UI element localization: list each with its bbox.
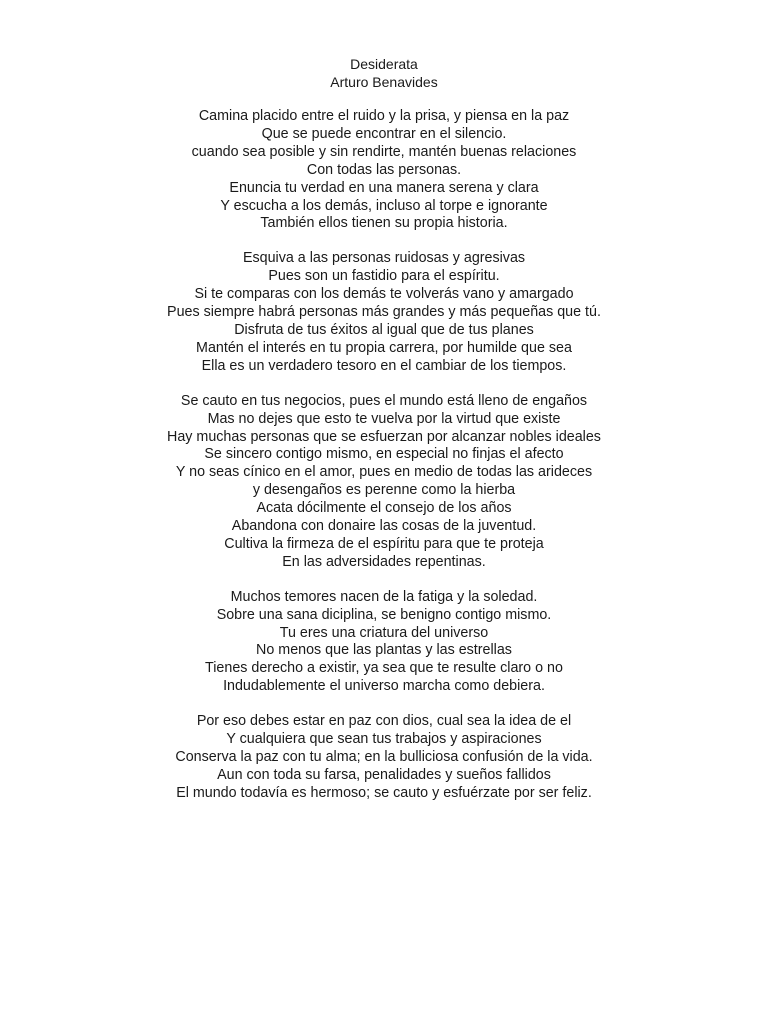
poem-line: En las adversidades repentinas. — [282, 553, 486, 570]
poem-line: Muchos temores nacen de la fatiga y la soledad. — [230, 588, 538, 605]
poem-line: Pues siempre habrá personas más grandes y más pequeñas que tú. — [167, 304, 601, 321]
stanza-2 — [0, 250, 768, 375]
poem-line: y desengaños es perenne como la hierba — [252, 482, 516, 499]
poem-line: Disfruta de tus éxitos al igual que de tus planes — [234, 321, 534, 338]
stanza-3 — [0, 393, 768, 572]
poem-line: Indudablemente el universo marcha como debiera. — [223, 678, 545, 695]
poem-line: Abandona con donaire las cosas de la juventud. — [231, 518, 537, 535]
poem-line: Aun con toda su farsa, penalidades y sueños fallidos — [217, 766, 551, 783]
poem-line: No menos que las plantas y las estrellas — [256, 642, 512, 659]
poem-line: Cultiva la firmeza de el espíritu para que te proteja — [224, 535, 544, 552]
poem-line: Acata dócilmente el consejo de los años — [256, 500, 512, 517]
poem-line: El mundo todavía es hermoso; se cauto y esfuérzate por ser feliz. — [176, 784, 592, 801]
poem-line: Camina placido entre el ruido y la prisa, y piensa en la paz — [198, 108, 570, 124]
poem-line: Mantén el interés en tu propia carrera, por humilde que sea — [196, 339, 572, 356]
poem-author: Arturo Benavides — [330, 74, 438, 90]
poem-line: Hay muchas personas que se esfuerzan por alcanzar nobles ideales — [167, 428, 601, 445]
poem-line: Que se puede encontrar en el silencio. — [261, 125, 507, 142]
poem-line: Se sincero contigo mismo, en especial no finjas el afecto — [204, 446, 564, 463]
poem-line: Y no seas cínico en el amor, pues en medio de todas las arideces — [175, 464, 593, 481]
poem-line: Tu eres una criatura del universo — [279, 624, 489, 641]
poem-line: Ella es un verdadero tesoro en el cambiar de los tiempos. — [201, 357, 567, 374]
poem-line: cuando sea posible y sin rendirte, mantén buenas relaciones — [191, 143, 577, 160]
poem-line: Y cualquiera que sean tus trabajos y aspiraciones — [226, 731, 542, 748]
poem-line: Conserva la paz con tu alma; en la bulliciosa confusión de la vida. — [175, 749, 593, 765]
poem-line: Y escucha a los demás, incluso al torpe e ignorante — [220, 197, 548, 214]
stanza-5 — [0, 713, 768, 803]
poem-line: Tienes derecho a existir, ya sea que te resulte claro o no — [205, 660, 563, 677]
poem-title: Desiderata — [350, 56, 418, 72]
poem-line: Mas no dejes que esto te vuelva por la virtud que existe — [207, 410, 561, 427]
poem-line: Sobre una sana diciplina, se benigno contigo mismo. — [216, 606, 552, 623]
poem-line: Esquiva a las personas ruidosas y agresivas — [242, 250, 526, 267]
poem-line: Se cauto en tus negocios, pues el mundo está lleno de engaños — [180, 392, 588, 409]
document-page — [0, 55, 768, 820]
poem-line: Pues son un fastidio para el espíritu. — [268, 268, 500, 285]
stanza-4 — [0, 589, 768, 696]
poem-line: Enuncia tu verdad en una manera serena y clara — [229, 179, 539, 196]
stanza-1 — [0, 108, 768, 233]
poem-line: También ellos tienen su propia historia. — [260, 215, 508, 232]
poem-line: Por eso debes estar en paz con dios, cual sea la idea de el — [196, 713, 572, 730]
poem-line: Con todas las personas. — [306, 161, 462, 178]
poem-line: Si te comparas con los demás te volverás vano y amargado — [194, 286, 574, 303]
